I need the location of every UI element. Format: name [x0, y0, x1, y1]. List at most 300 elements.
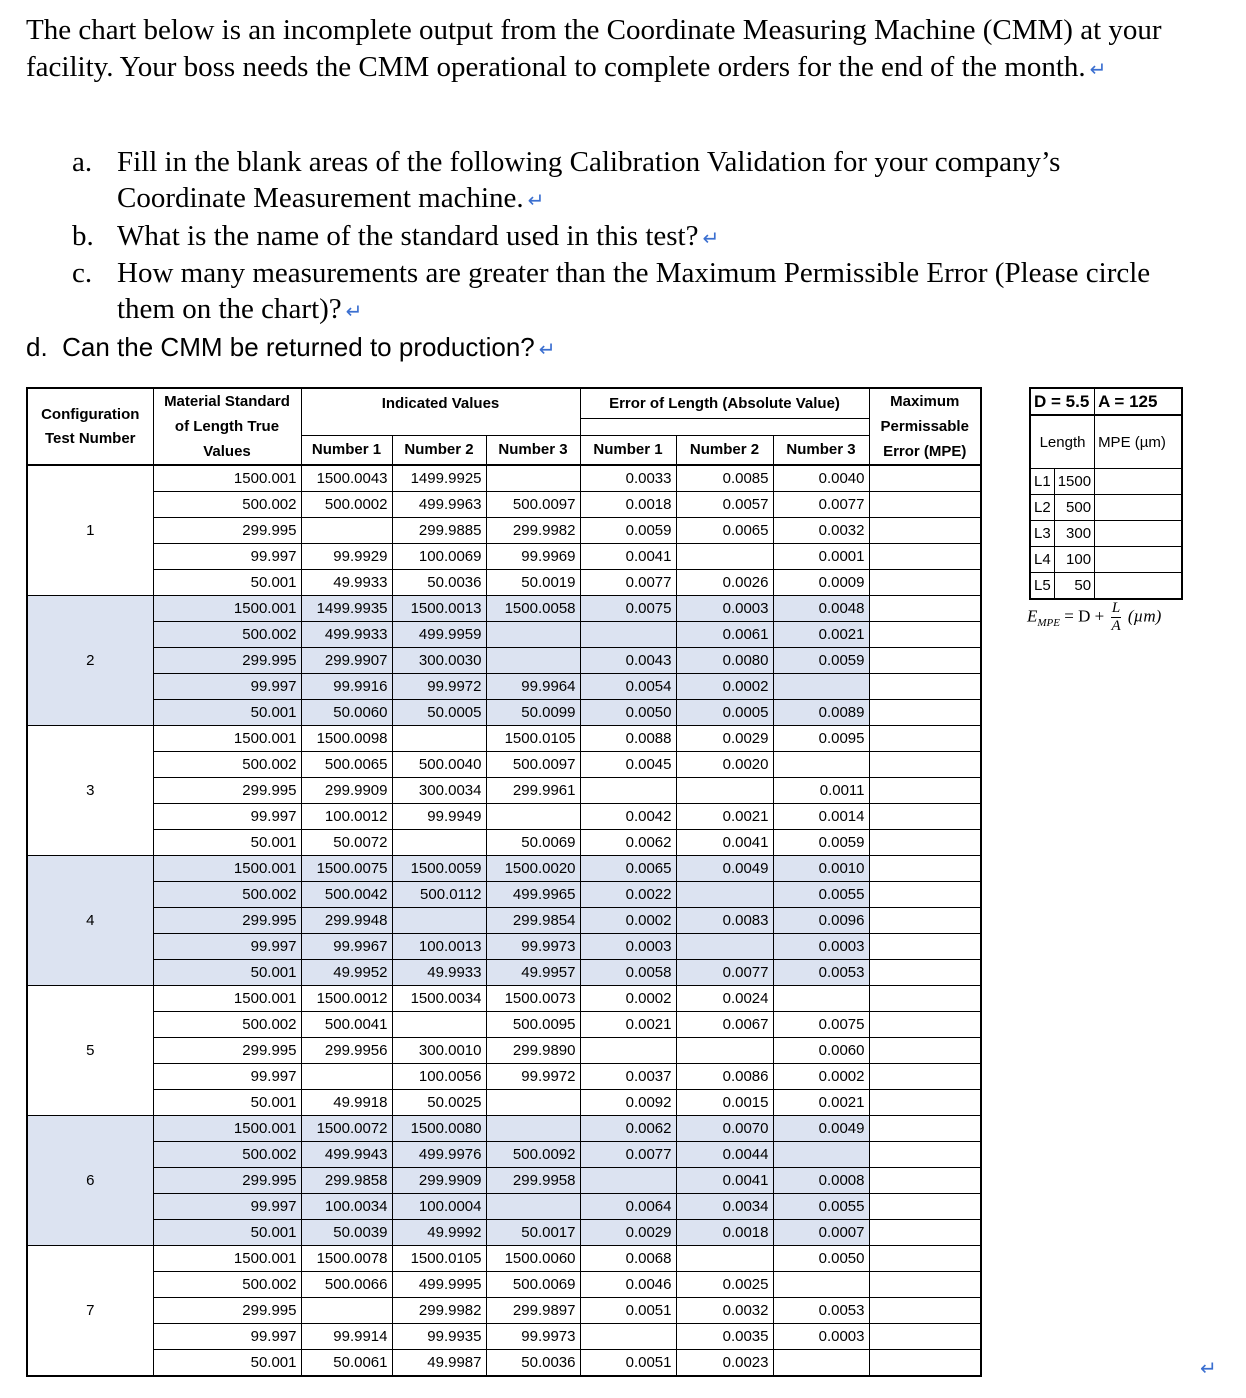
length-value: 500: [1054, 495, 1094, 521]
table-row: [27, 1220, 981, 1246]
indicated-value-cell: 499.9943: [301, 1142, 392, 1168]
indicated-value-cell: 299.9948: [301, 908, 392, 934]
question-c-letter: c.: [72, 257, 93, 289]
error-value-cell: [773, 752, 869, 778]
mpe-blank-cell[interactable]: [869, 934, 981, 960]
error-value-cell: 0.0051: [580, 1350, 676, 1377]
question-a-line2: Coordinate Measurement machine. ↵: [117, 182, 545, 214]
table-row: [27, 1116, 981, 1142]
formula-equals: = D +: [1064, 606, 1105, 626]
true-value-cell: 500.002: [153, 1012, 301, 1038]
true-value-cell: 500.002: [153, 1142, 301, 1168]
true-value-cell: 99.997: [153, 544, 301, 570]
formula-unit: (µm): [1127, 606, 1162, 626]
mpe-blank-cell[interactable]: [869, 1064, 981, 1090]
error-value-cell: 0.0007: [773, 1220, 869, 1246]
mpe-blank-cell[interactable]: [869, 622, 981, 648]
return-mark-icon: ↵: [1089, 57, 1107, 81]
indicated-value-cell: 1500.0105: [392, 1246, 486, 1272]
indicated-value-cell: 50.0060: [301, 700, 392, 726]
error-value-cell: 0.0015: [676, 1090, 773, 1116]
config-number: 7: [27, 1246, 153, 1377]
indicated-value-cell: [486, 1116, 580, 1142]
error-value-cell: 0.0065: [580, 856, 676, 882]
indicated-value-cell: 500.0042: [301, 882, 392, 908]
indicated-value-cell: 299.9854: [486, 908, 580, 934]
error-value-cell: 0.0077: [676, 960, 773, 986]
indicated-value-cell: 500.0041: [301, 1012, 392, 1038]
question-b-text: What is the name of the standard used in this test? ↵: [117, 220, 720, 252]
d-value-label: D = 5.5: [1030, 388, 1095, 415]
error-value-cell: 0.0041: [580, 544, 676, 570]
error-value-cell: 0.0002: [580, 908, 676, 934]
error-value-cell: 0.0049: [773, 1116, 869, 1142]
error-value-cell: 0.0003: [676, 596, 773, 622]
sub-header-error-1: Number 1: [580, 436, 676, 465]
error-value-cell: [773, 1350, 869, 1377]
length-value: 1500: [1054, 469, 1094, 495]
true-value-cell: 99.997: [153, 934, 301, 960]
indicated-value-cell: 499.9959: [392, 622, 486, 648]
indicated-value-cell: 1500.0060: [486, 1246, 580, 1272]
table-row: [27, 700, 981, 726]
mpe-reference-row: [1030, 521, 1182, 547]
table-row: [27, 544, 981, 570]
return-mark-icon: ↵: [1200, 1356, 1217, 1380]
indicated-value-cell: 299.9909: [392, 1168, 486, 1194]
length-label: L4: [1030, 547, 1054, 573]
indicated-value-cell: 299.9907: [301, 648, 392, 674]
indicated-value-cell: 1500.0075: [301, 856, 392, 882]
mpe-blank-cell[interactable]: [869, 856, 981, 882]
length-value: 100: [1054, 547, 1094, 573]
error-value-cell: 0.0042: [580, 804, 676, 830]
true-value-cell: 1500.001: [153, 856, 301, 882]
table-row: [27, 570, 981, 596]
error-value-cell: [580, 622, 676, 648]
mpe-blank-cell[interactable]: [869, 960, 981, 986]
indicated-value-cell: 99.9964: [486, 674, 580, 700]
table-row: [27, 1012, 981, 1038]
indicated-value-cell: 49.9918: [301, 1090, 392, 1116]
indicated-value-cell: 500.0002: [301, 492, 392, 518]
length-label: L1: [1030, 469, 1054, 495]
indicated-value-cell: 100.0056: [392, 1064, 486, 1090]
indicated-value-cell: 299.9958: [486, 1168, 580, 1194]
error-value-cell: 0.0059: [773, 648, 869, 674]
error-value-cell: 0.0041: [676, 1168, 773, 1194]
error-value-cell: 0.0002: [580, 986, 676, 1012]
true-value-cell: 1500.001: [153, 726, 301, 752]
indicated-value-cell: 299.9982: [392, 1298, 486, 1324]
indicated-value-cell: 1500.0105: [486, 726, 580, 752]
indicated-value-cell: 99.9949: [392, 804, 486, 830]
table-row: [27, 622, 981, 648]
mpe-blank-cell[interactable]: [869, 596, 981, 622]
true-value-cell: 50.001: [153, 960, 301, 986]
table-row: [27, 1038, 981, 1064]
length-value: 50: [1054, 573, 1094, 600]
table-row: [27, 492, 981, 518]
error-value-cell: 0.0005: [676, 700, 773, 726]
indicated-value-cell: 99.9972: [392, 674, 486, 700]
indicated-value-cell: 50.0099: [486, 700, 580, 726]
mpe-blank-cell[interactable]: [869, 544, 981, 570]
mpe-blank-cell[interactable]: [869, 778, 981, 804]
indicated-value-cell: [486, 648, 580, 674]
error-value-cell: 0.0085: [676, 465, 773, 492]
return-mark-icon: ↵: [702, 226, 720, 250]
mpe-formula: [1027, 600, 1161, 635]
indicated-value-cell: 499.9976: [392, 1142, 486, 1168]
mpe-blank-cell[interactable]: [869, 1324, 981, 1350]
mpe-blank-cell[interactable]: [869, 1246, 981, 1272]
error-value-cell: 0.0045: [580, 752, 676, 778]
error-value-cell: 0.0001: [773, 544, 869, 570]
error-value-cell: 0.0003: [580, 934, 676, 960]
true-value-cell: 50.001: [153, 1090, 301, 1116]
indicated-value-cell: 100.0012: [301, 804, 392, 830]
question-d-letter: d.: [26, 332, 48, 362]
indicated-value-cell: 50.0005: [392, 700, 486, 726]
mpe-reference-row: [1030, 547, 1182, 573]
mpe-blank-cell[interactable]: [869, 752, 981, 778]
sub-header-indicated-1: Number 1: [301, 436, 392, 465]
error-value-cell: 0.0032: [676, 1298, 773, 1324]
true-value-cell: 299.995: [153, 1168, 301, 1194]
error-value-cell: 0.0092: [580, 1090, 676, 1116]
error-value-cell: 0.0077: [580, 1142, 676, 1168]
true-value-cell: 500.002: [153, 1272, 301, 1298]
question-c-line2: them on the chart)? ↵: [117, 293, 363, 325]
error-value-cell: [676, 544, 773, 570]
true-value-cell: 99.997: [153, 804, 301, 830]
indicated-value-cell: 1500.0058: [486, 596, 580, 622]
mpe-blank-cell[interactable]: [869, 518, 981, 544]
error-value-cell: [676, 882, 773, 908]
error-value-cell: 0.0062: [580, 1116, 676, 1142]
error-value-cell: 0.0095: [773, 726, 869, 752]
indicated-value-cell: 99.9972: [486, 1064, 580, 1090]
error-value-cell: 0.0053: [773, 1298, 869, 1324]
table-row: [27, 465, 981, 492]
config-number: 1: [27, 465, 153, 596]
true-value-cell: 500.002: [153, 492, 301, 518]
table-row: [27, 830, 981, 856]
error-value-cell: 0.0058: [580, 960, 676, 986]
error-value-cell: 0.0049: [676, 856, 773, 882]
indicated-value-cell: 1500.0072: [301, 1116, 392, 1142]
indicated-value-cell: 49.9952: [301, 960, 392, 986]
error-value-cell: 0.0020: [676, 752, 773, 778]
indicated-value-cell: 500.0092: [486, 1142, 580, 1168]
indicated-value-cell: [392, 1012, 486, 1038]
indicated-value-cell: [392, 908, 486, 934]
error-value-cell: 0.0060: [773, 1038, 869, 1064]
indicated-value-cell: 299.9885: [392, 518, 486, 544]
indicated-value-cell: 1500.0098: [301, 726, 392, 752]
error-value-cell: 0.0021: [676, 804, 773, 830]
material-header: Material Standard of Length True Values: [153, 388, 301, 465]
error-value-cell: 0.0010: [773, 856, 869, 882]
table-row: [27, 1246, 981, 1272]
error-value-cell: 0.0009: [773, 570, 869, 596]
formula-numerator: L: [1111, 600, 1121, 616]
config-number: 2: [27, 596, 153, 726]
indicated-value-cell: 500.0112: [392, 882, 486, 908]
error-value-cell: 0.0070: [676, 1116, 773, 1142]
a-value-label: A = 125: [1095, 388, 1183, 415]
sub-header-error-3: Number 3: [773, 436, 869, 465]
formula-fraction: [1111, 600, 1120, 635]
error-value-cell: [580, 1324, 676, 1350]
error-value-cell: 0.0029: [676, 726, 773, 752]
mpe-reference-table: [1029, 387, 1183, 600]
error-value-cell: 0.0008: [773, 1168, 869, 1194]
table-row: [27, 778, 981, 804]
table-row: [27, 1350, 981, 1377]
mpe-blank-cell[interactable]: [869, 1194, 981, 1220]
true-value-cell: 50.001: [153, 1350, 301, 1377]
indicated-value-cell: 1500.0078: [301, 1246, 392, 1272]
indicated-value-cell: 50.0036: [392, 570, 486, 596]
true-value-cell: 50.001: [153, 570, 301, 596]
mpe-blank-cell[interactable]: [869, 674, 981, 700]
indicated-value-cell: 500.0066: [301, 1272, 392, 1298]
indicated-value-cell: [486, 804, 580, 830]
true-value-cell: 299.995: [153, 778, 301, 804]
indicated-value-cell: [392, 830, 486, 856]
mpe-blank-cell[interactable]: [869, 726, 981, 752]
mpe-blank-cell[interactable]: [869, 1038, 981, 1064]
table-row: [27, 986, 981, 1012]
indicated-value-cell: [486, 465, 580, 492]
mpe-blank-cell[interactable]: [869, 700, 981, 726]
true-value-cell: 1500.001: [153, 1246, 301, 1272]
indicated-value-cell: 99.9929: [301, 544, 392, 570]
indicated-value-cell: 50.0017: [486, 1220, 580, 1246]
true-value-cell: 1500.001: [153, 465, 301, 492]
error-value-cell: [773, 1272, 869, 1298]
indicated-value-cell: 50.0072: [301, 830, 392, 856]
mpe-blank-cell[interactable]: [1095, 495, 1183, 521]
config-header: Configuration Test Number: [27, 388, 153, 465]
error-value-cell: 0.0075: [773, 1012, 869, 1038]
mpe-blank-cell[interactable]: [869, 1220, 981, 1246]
mpe-blank-cell[interactable]: [869, 1090, 981, 1116]
error-value-cell: [773, 674, 869, 700]
error-value-cell: 0.0062: [580, 830, 676, 856]
error-value-cell: 0.0021: [580, 1012, 676, 1038]
table-row: [27, 1272, 981, 1298]
indicated-value-cell: 99.9916: [301, 674, 392, 700]
length-label: L3: [1030, 521, 1054, 547]
error-value-cell: 0.0086: [676, 1064, 773, 1090]
error-value-cell: 0.0055: [773, 1194, 869, 1220]
config-number: 4: [27, 856, 153, 986]
mpe-blank-cell[interactable]: [869, 492, 981, 518]
indicated-value-cell: 100.0034: [301, 1194, 392, 1220]
indicated-value-cell: 300.0034: [392, 778, 486, 804]
table-row: [27, 1168, 981, 1194]
mpe-reference-rows: [1030, 469, 1182, 600]
indicated-value-cell: 1500.0059: [392, 856, 486, 882]
indicated-value-cell: 49.9987: [392, 1350, 486, 1377]
error-value-cell: 0.0021: [773, 1090, 869, 1116]
length-label: L2: [1030, 495, 1054, 521]
error-value-cell: 0.0023: [676, 1350, 773, 1377]
mpe-blank-cell[interactable]: [869, 908, 981, 934]
mpe-blank-cell[interactable]: [1095, 547, 1183, 573]
calibration-table: [26, 387, 982, 1377]
table-row: [27, 1298, 981, 1324]
error-value-cell: 0.0064: [580, 1194, 676, 1220]
error-value-cell: 0.0018: [580, 492, 676, 518]
indicated-value-cell: 49.9933: [301, 570, 392, 596]
error-value-cell: 0.0080: [676, 648, 773, 674]
error-value-cell: 0.0043: [580, 648, 676, 674]
true-value-cell: 99.997: [153, 1194, 301, 1220]
table-row: [27, 1324, 981, 1350]
indicated-value-cell: 50.0061: [301, 1350, 392, 1377]
indicated-value-cell: 299.9961: [486, 778, 580, 804]
question-d: [26, 331, 556, 365]
mpe-reference-row: [1030, 573, 1182, 600]
true-value-cell: 299.995: [153, 648, 301, 674]
indicated-value-cell: 300.0010: [392, 1038, 486, 1064]
true-value-cell: 1500.001: [153, 596, 301, 622]
indicated-value-cell: 99.9914: [301, 1324, 392, 1350]
indicated-value-cell: 99.9973: [486, 934, 580, 960]
mpe-blank-cell[interactable]: [1095, 469, 1183, 495]
mpe-blank-cell[interactable]: [869, 1116, 981, 1142]
indicated-value-cell: 499.9965: [486, 882, 580, 908]
indicated-value-cell: 49.9992: [392, 1220, 486, 1246]
error-value-cell: 0.0077: [773, 492, 869, 518]
mpe-blank-cell[interactable]: [869, 804, 981, 830]
indicated-value-cell: 1500.0034: [392, 986, 486, 1012]
error-value-cell: 0.0002: [676, 674, 773, 700]
error-value-cell: [676, 1246, 773, 1272]
question-d-text: Can the CMM be returned to production?: [62, 332, 535, 362]
mpe-blank-cell[interactable]: [869, 882, 981, 908]
length-label: L5: [1030, 573, 1054, 600]
error-value-cell: [676, 778, 773, 804]
error-value-cell: 0.0067: [676, 1012, 773, 1038]
table-row: [27, 1064, 981, 1090]
error-header: Error of Length (Absolute Value): [580, 388, 869, 418]
true-value-cell: 299.995: [153, 908, 301, 934]
indicated-value-cell: 1499.9925: [392, 465, 486, 492]
indicated-value-cell: 1500.0020: [486, 856, 580, 882]
mpe-blank-cell[interactable]: [869, 1298, 981, 1324]
error-value-cell: 0.0011: [773, 778, 869, 804]
error-value-cell: 0.0053: [773, 960, 869, 986]
question-a-line1: Fill in the blank areas of the following Calibration Validation for your company’s: [117, 146, 1061, 178]
table-row: [27, 856, 981, 882]
error-value-cell: 0.0059: [580, 518, 676, 544]
mpe-blank-cell[interactable]: [1095, 521, 1183, 547]
mpe-blank-cell[interactable]: [869, 1272, 981, 1298]
error-value-cell: 0.0037: [580, 1064, 676, 1090]
config-number: 5: [27, 986, 153, 1116]
error-value-cell: [773, 986, 869, 1012]
config-number: 3: [27, 726, 153, 856]
indicated-value-cell: [301, 518, 392, 544]
calibration-table-body: [27, 465, 981, 1376]
error-value-cell: [580, 1168, 676, 1194]
length-value: 300: [1054, 521, 1094, 547]
table-row: [27, 648, 981, 674]
indicated-value-cell: 299.9956: [301, 1038, 392, 1064]
indicated-value-cell: 500.0097: [486, 492, 580, 518]
mpe-blank-cell[interactable]: [869, 648, 981, 674]
mpe-blank-cell[interactable]: [869, 1168, 981, 1194]
true-value-cell: 50.001: [153, 700, 301, 726]
error-value-cell: 0.0026: [676, 570, 773, 596]
mpe-blank-cell[interactable]: [869, 830, 981, 856]
indicated-value-cell: 50.0025: [392, 1090, 486, 1116]
error-value-cell: 0.0003: [773, 1324, 869, 1350]
mpe-blank-cell[interactable]: [869, 1142, 981, 1168]
error-value-cell: 0.0044: [676, 1142, 773, 1168]
indicated-value-cell: 50.0039: [301, 1220, 392, 1246]
error-value-cell: 0.0061: [676, 622, 773, 648]
mpe-blank-cell[interactable]: [869, 1350, 981, 1377]
mpe-blank-cell[interactable]: [869, 986, 981, 1012]
table-row: [27, 882, 981, 908]
indicated-value-cell: 1500.0073: [486, 986, 580, 1012]
indicated-value-cell: 99.9973: [486, 1324, 580, 1350]
indicated-value-cell: 299.9890: [486, 1038, 580, 1064]
mpe-blank-cell[interactable]: [869, 570, 981, 596]
indicated-value-cell: 299.9897: [486, 1298, 580, 1324]
true-value-cell: 299.995: [153, 1038, 301, 1064]
indicated-value-cell: 99.9935: [392, 1324, 486, 1350]
indicated-value-cell: [486, 1090, 580, 1116]
sub-header-error-2: Number 2: [676, 436, 773, 465]
table-row: [27, 518, 981, 544]
error-value-cell: 0.0083: [676, 908, 773, 934]
true-value-cell: 299.995: [153, 1298, 301, 1324]
error-value-cell: 0.0089: [773, 700, 869, 726]
indicated-value-cell: 299.9858: [301, 1168, 392, 1194]
error-value-cell: 0.0024: [676, 986, 773, 1012]
indicated-value-cell: 49.9933: [392, 960, 486, 986]
indicated-value-cell: 500.0069: [486, 1272, 580, 1298]
table-row: [27, 1142, 981, 1168]
question-b-letter: b.: [72, 220, 94, 252]
indicated-value-cell: 300.0030: [392, 648, 486, 674]
true-value-cell: 99.997: [153, 1324, 301, 1350]
error-value-cell: 0.0050: [580, 700, 676, 726]
error-value-cell: 0.0033: [580, 465, 676, 492]
error-value-cell: 0.0055: [773, 882, 869, 908]
mpe-blank-cell[interactable]: [869, 1012, 981, 1038]
mpe-blank-cell[interactable]: [1095, 573, 1183, 600]
mpe-blank-cell[interactable]: [869, 465, 981, 492]
table-row: [27, 1090, 981, 1116]
table-row: [27, 726, 981, 752]
formula-denominator: A: [1111, 618, 1121, 634]
error-value-cell: 0.0096: [773, 908, 869, 934]
config-number: 6: [27, 1116, 153, 1246]
error-value-cell: 0.0057: [676, 492, 773, 518]
indicated-value-cell: [486, 1194, 580, 1220]
indicated-value-cell: [301, 1064, 392, 1090]
error-value-cell: 0.0040: [773, 465, 869, 492]
error-value-cell: 0.0041: [676, 830, 773, 856]
